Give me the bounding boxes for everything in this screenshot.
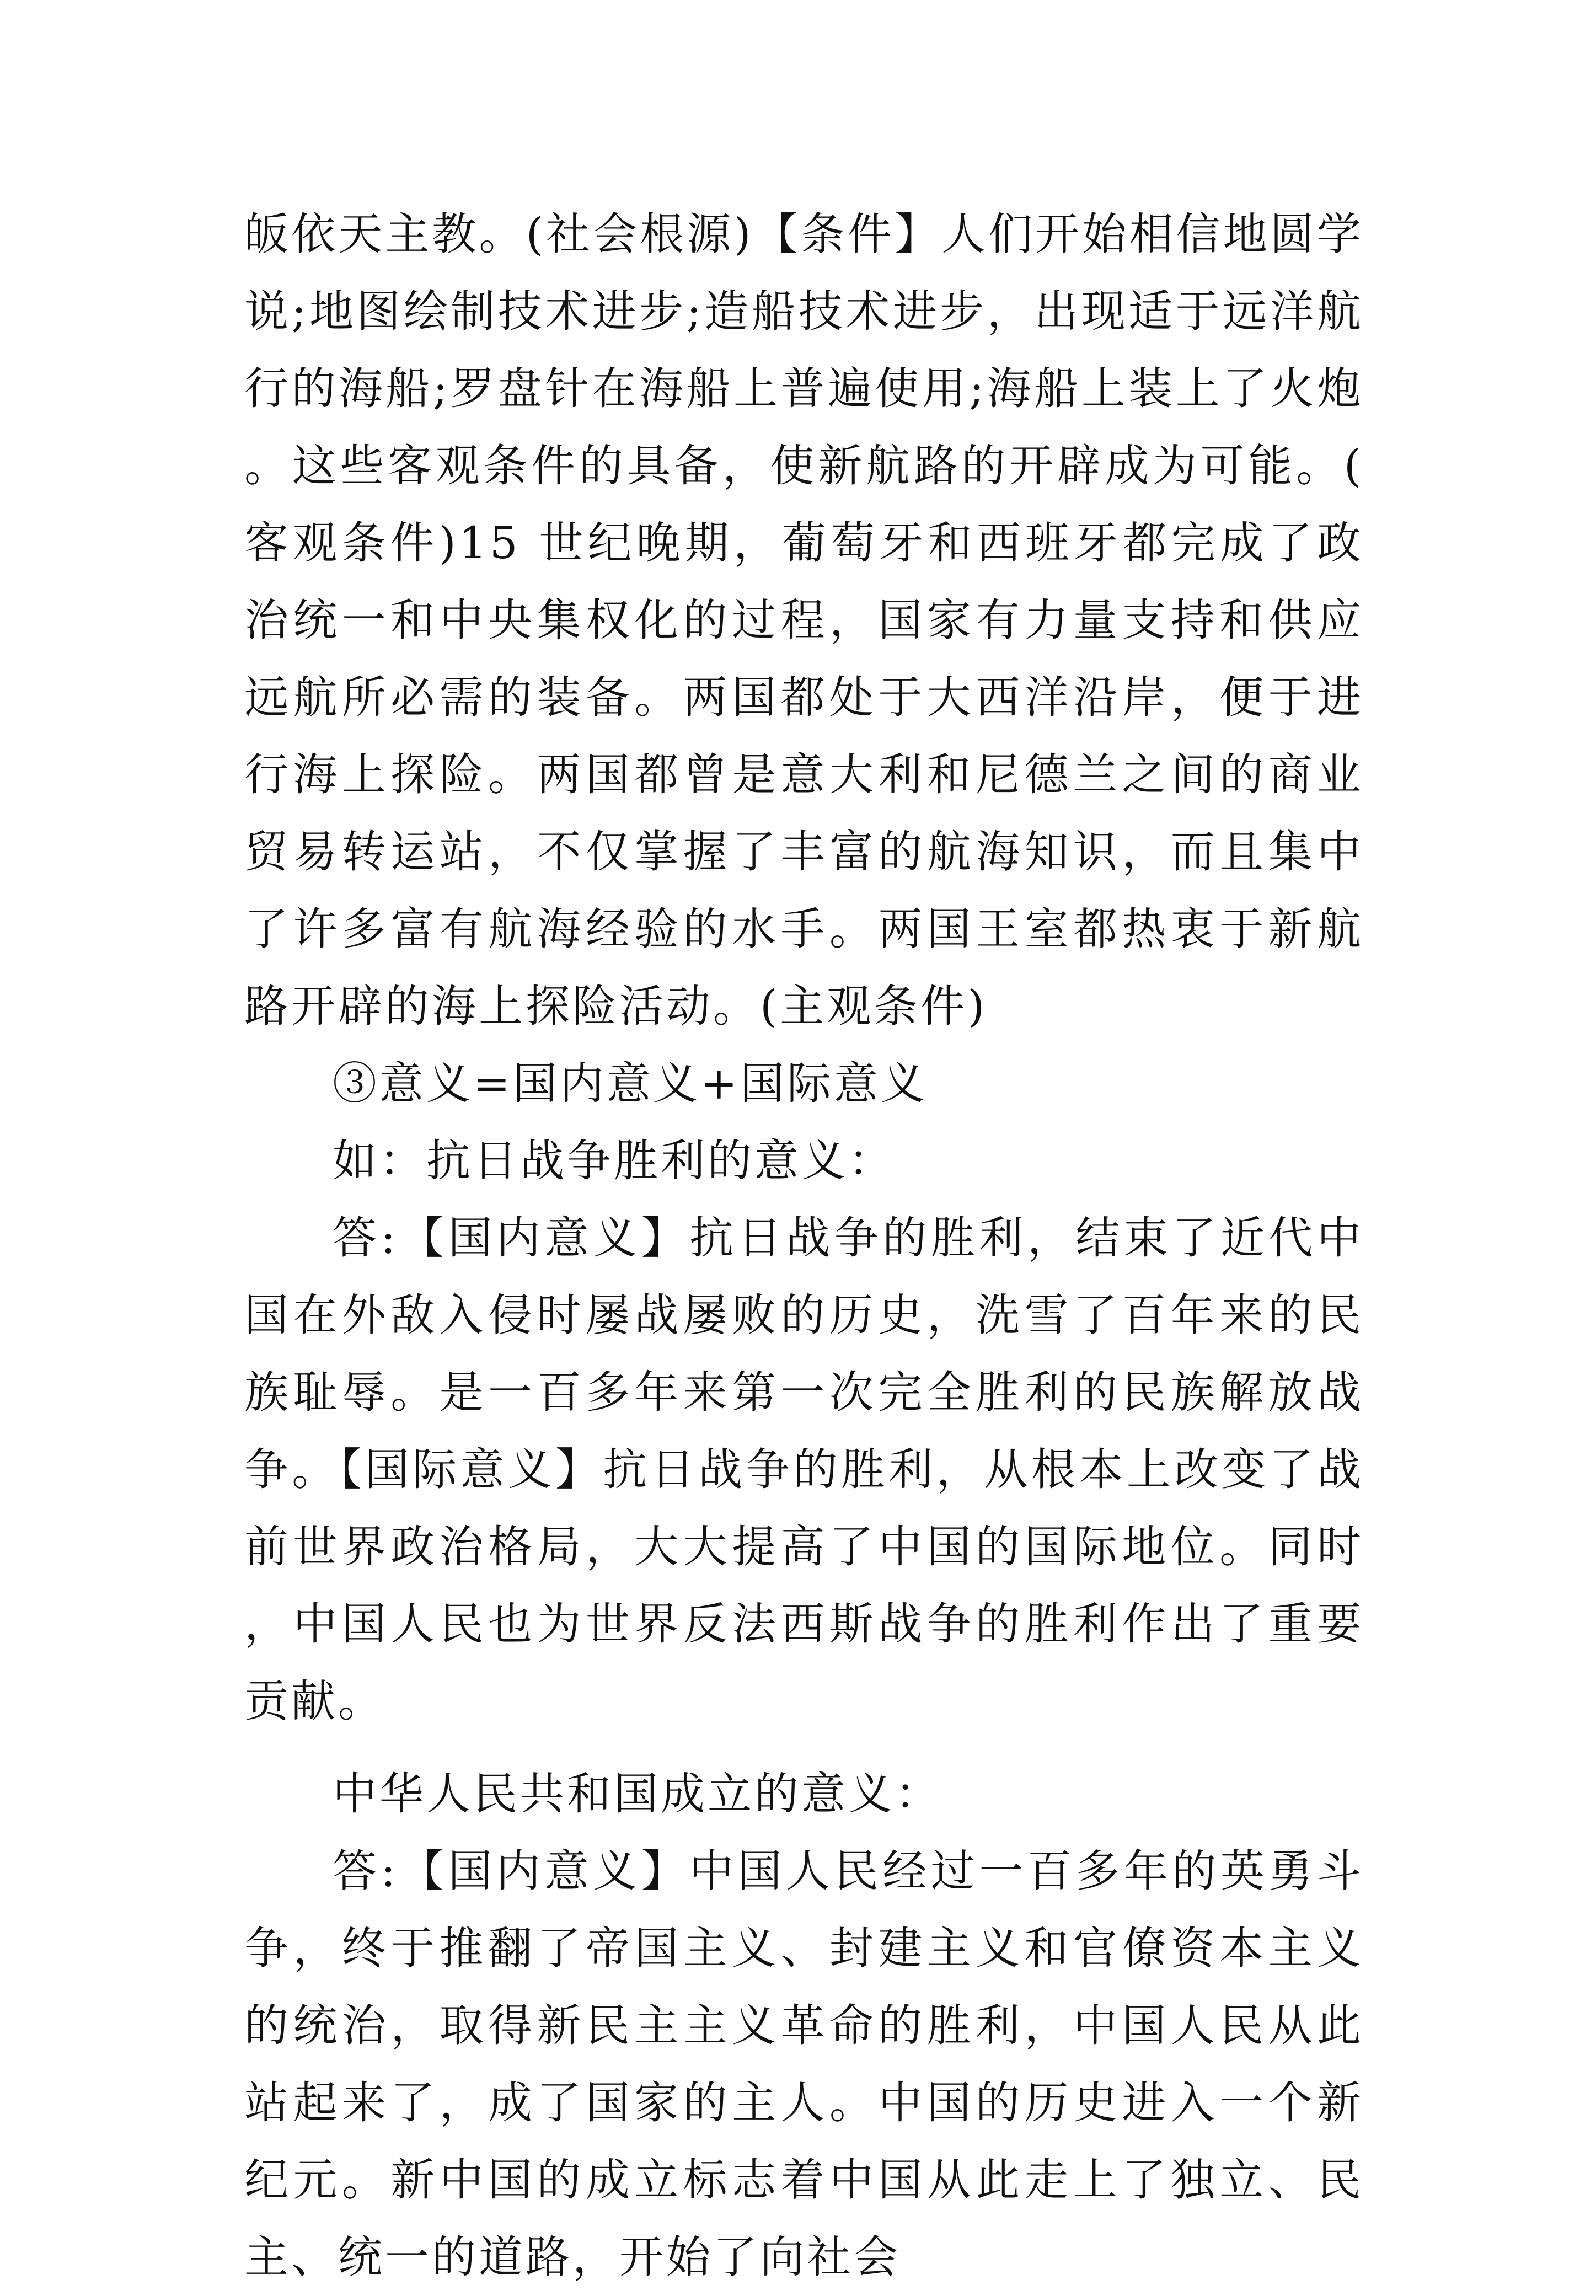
paragraph-example-heading: 如：抗日战争胜利的意义： bbox=[333, 1135, 895, 1186]
paragraph-prc-answer: 答:【国内意义】中国人民经过一百多年的英勇斗争，终于推翻了帝国主义、封建主义和官僚资本主义的统治，取得新民主主义革命的胜利，中国人民从此站起来了，成了国家的主人。中国的历史进入一个新纪元。新中国的成立标志着中国从此走上了独立、民主、统一的道路，开始了向社会 bbox=[244, 1845, 1364, 2283]
document-body bbox=[244, 196, 1364, 2296]
paragraph-anti-japanese-war-answer: 答:【国内意义】抗日战争的胜利，结束了近代中国在外敌入侵时屡战屡败的历史，洗雪了百年来的民族耻辱。是一百多年来第一次完全胜利的民族解放战争。【国际意义】抗日战争的胜利，从根本上改变了战前世界政治格局，大大提高了中国的国际地位。同时，中国人民也为世界反法西斯战争的胜利作出了重要贡献。 bbox=[244, 1212, 1364, 1727]
paragraph-significance-formula: ③意义=国内意义+国际意义 bbox=[333, 1058, 928, 1109]
paragraph-prc-heading: 中华人民共和国成立的意义： bbox=[333, 1768, 942, 1819]
paragraph-conditions: 皈依天主教。(社会根源)【条件】人们开始相信地圆学说;地图绘制技术进步;造船技术进步，出现适于远洋航行的海船;罗盘针在海船上普遍使用;海船上装上了火炮。这些客观条件的具备，使新航路的开辟成为可能。(客观条件)15 世纪晚期，葡萄牙和西班牙都完成了政治统一和中央集权化的过程，国家有力量支持和供应远航所必需的装备。两国都处于大西洋沿岸，便于进行海上探险。两国都曾是意大利和尼德兰之间的商业贸易转运站，不仅掌握了丰富的航海知识，而且集中了许多富有航海经验的水手。两国王室都热衷于新航路开辟的海上探险活动。(主观条件) bbox=[244, 208, 1364, 1032]
